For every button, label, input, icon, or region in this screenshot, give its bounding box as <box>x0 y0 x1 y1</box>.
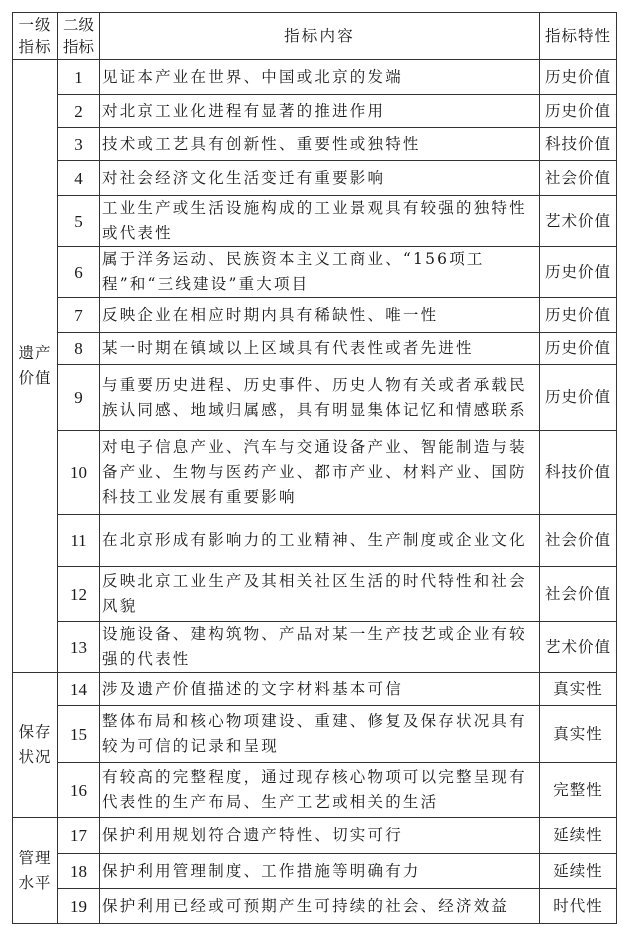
row-number: 16 <box>58 763 100 818</box>
row-attribute: 艺术价值 <box>540 622 617 673</box>
header-level2-line2: 指标 <box>62 38 94 56</box>
table-body <box>13 60 617 924</box>
row-attribute: 延续性 <box>540 818 617 854</box>
row-attribute: 科技价值 <box>540 431 617 515</box>
row-content: 对电子信息产业、汽车与交通设备产业、智能制造与装备产业、生物与医药产业、都市产业、材料产业、国防科技工业发展有重要影响 <box>100 431 540 515</box>
row-number: 19 <box>58 889 100 924</box>
table-row <box>13 161 617 196</box>
row-attribute: 科技价值 <box>540 128 617 161</box>
row-attribute: 社会价值 <box>540 567 617 622</box>
table-row <box>13 763 617 818</box>
row-attribute: 完整性 <box>540 763 617 818</box>
table-row <box>13 431 617 515</box>
row-content: 某一时期在镇域以上区域具有代表性或者先进性 <box>100 333 540 365</box>
row-attribute: 真实性 <box>540 706 617 763</box>
row-content: 有较高的完整程度，通过现存核心物项可以完整呈现有代表性的生产布局、生产工艺或相关的生活 <box>100 763 540 818</box>
row-number: 7 <box>58 298 100 333</box>
table-row <box>13 95 617 128</box>
row-content: 反映北京工业生产及其相关社区生活的时代特性和社会风貌 <box>100 567 540 622</box>
table-row <box>13 298 617 333</box>
row-number: 13 <box>58 622 100 673</box>
row-number: 1 <box>58 60 100 95</box>
table-row <box>13 706 617 763</box>
row-number: 2 <box>58 95 100 128</box>
table-row <box>13 854 617 889</box>
row-number: 14 <box>58 673 100 706</box>
row-content: 保护利用管理制度、工作措施等明确有力 <box>100 854 540 889</box>
row-content: 反映企业在相应时期内具有稀缺性、唯一性 <box>100 298 540 333</box>
row-attribute: 历史价值 <box>540 333 617 365</box>
row-content: 技术或工艺具有创新性、重要性或独特性 <box>100 128 540 161</box>
row-number: 8 <box>58 333 100 365</box>
table-row <box>13 333 617 365</box>
table-row <box>13 889 617 924</box>
row-content: 对北京工业化进程有显著的推进作用 <box>100 95 540 128</box>
row-attribute: 艺术价值 <box>540 196 617 247</box>
row-number: 9 <box>58 365 100 431</box>
table-row <box>13 196 617 247</box>
row-content: 涉及遗产价值描述的文字材料基本可信 <box>100 673 540 706</box>
row-content: 在北京形成有影响力的工业精神、生产制度或企业文化 <box>100 515 540 567</box>
row-content: 整体布局和核心物项建设、重建、修复及保存状况具有较为可信的记录和呈现 <box>100 706 540 763</box>
table-row <box>13 128 617 161</box>
row-number: 15 <box>58 706 100 763</box>
section-label-line1: 保存 <box>18 723 52 741</box>
row-content: 与重要历史进程、历史事件、历史人物有关或者承载民族认同感、地域归属感，具有明显集体记忆和情感联系 <box>100 365 540 431</box>
header-level1-line2: 指标 <box>18 38 52 56</box>
row-attribute: 延续性 <box>540 854 617 889</box>
header-level1-line1: 一级 <box>18 16 52 34</box>
row-attribute: 社会价值 <box>540 515 617 567</box>
table-row <box>13 247 617 298</box>
table-row <box>13 515 617 567</box>
header-content: 指标内容 <box>100 13 540 60</box>
row-attribute: 历史价值 <box>540 247 617 298</box>
table-row <box>13 365 617 431</box>
row-content: 对社会经济文化生活变迁有重要影响 <box>100 161 540 196</box>
section-label-line2: 水平 <box>18 873 52 892</box>
row-content: 见证本产业在世界、中国或北京的发端 <box>100 60 540 95</box>
row-attribute: 时代性 <box>540 889 617 924</box>
row-content: 保护利用规划符合遗产特性、切实可行 <box>100 818 540 854</box>
row-attribute: 历史价值 <box>540 60 617 95</box>
row-content: 保护利用已经或可预期产生可持续的社会、经济效益 <box>100 889 540 924</box>
row-number: 12 <box>58 567 100 622</box>
table-row <box>13 818 617 854</box>
row-attribute: 历史价值 <box>540 95 617 128</box>
header-attribute: 指标特性 <box>540 13 617 60</box>
row-number: 3 <box>58 128 100 161</box>
table-row <box>13 673 617 706</box>
indicator-table <box>12 12 617 924</box>
section-cell <box>13 818 58 924</box>
row-number: 17 <box>58 818 100 854</box>
row-number: 10 <box>58 431 100 515</box>
row-attribute: 社会价值 <box>540 161 617 196</box>
header-level1 <box>13 13 58 60</box>
table-row <box>13 567 617 622</box>
header-level2 <box>58 13 100 60</box>
table-row <box>13 622 617 673</box>
row-attribute: 历史价值 <box>540 365 617 431</box>
header-row <box>13 13 617 60</box>
section-label-line2: 价值 <box>18 369 52 387</box>
header-level2-line1: 二级 <box>62 16 94 34</box>
section-label-line1: 遗产 <box>18 344 52 362</box>
row-attribute: 历史价值 <box>540 298 617 333</box>
section-cell <box>13 60 58 673</box>
row-number: 11 <box>58 515 100 567</box>
row-number: 18 <box>58 854 100 889</box>
row-number: 4 <box>58 161 100 196</box>
table-row <box>13 60 617 95</box>
row-attribute: 真实性 <box>540 673 617 706</box>
row-content: 设施设备、建构筑物、产品对某一生产技艺或企业有较强的代表性 <box>100 622 540 673</box>
row-content: 属于洋务运动、民族资本主义工商业、“156项工程”和“三线建设”重大项目 <box>100 247 540 298</box>
row-content: 工业生产或生活设施构成的工业景观具有较强的独特性或代表性 <box>100 196 540 247</box>
row-number: 5 <box>58 196 100 247</box>
section-cell <box>13 673 58 818</box>
section-label-line1: 管理 <box>18 848 52 867</box>
row-number: 6 <box>58 247 100 298</box>
section-label-line2: 状况 <box>18 748 52 766</box>
